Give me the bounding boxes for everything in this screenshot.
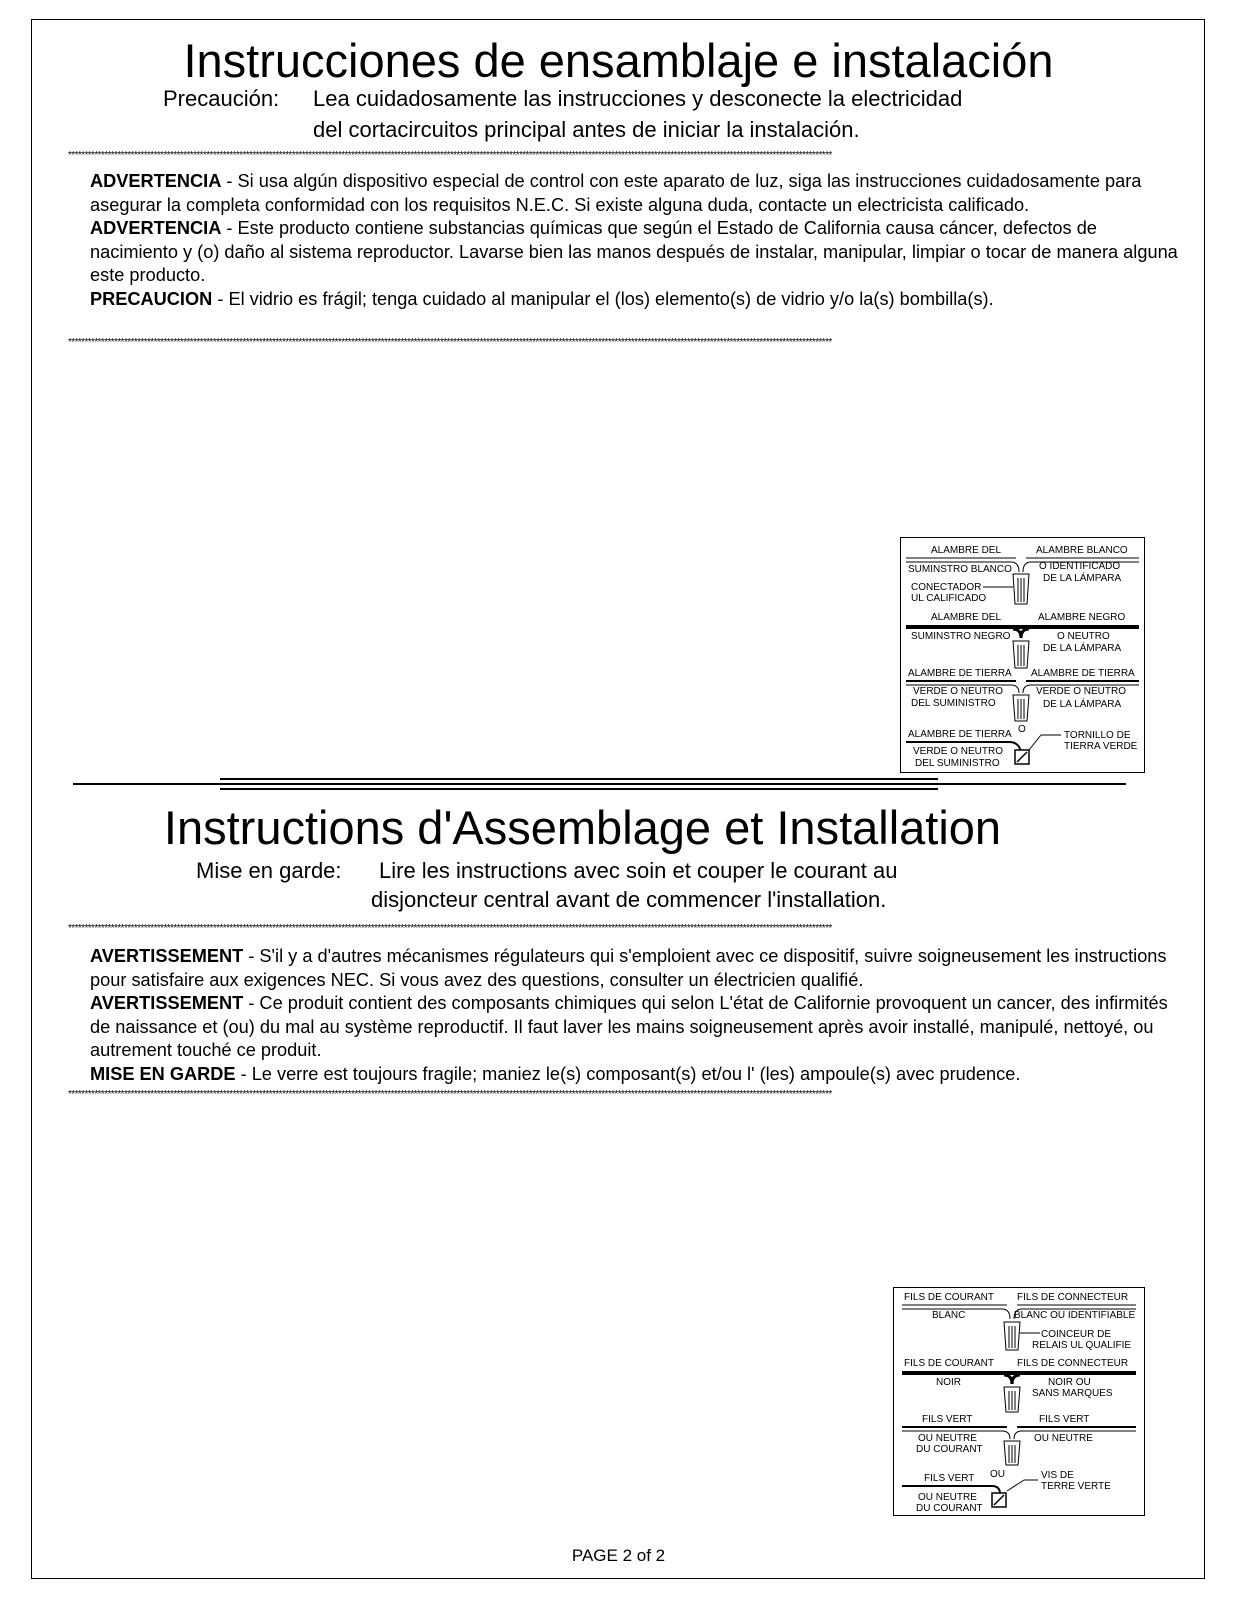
diagram-label: DE LA LÁMPARA	[1043, 573, 1122, 584]
diagram-label: ALAMBRE DEL	[931, 545, 1002, 556]
diagram-label: FILS DE CONNECTEUR	[1017, 1292, 1129, 1303]
diagram-label: VERDE O NEUTRO	[913, 746, 1004, 757]
star-divider: ****************************************************************************************************************************************************************************************************************************************	[68, 923, 832, 934]
diagram-label: TORNILLO DE	[1064, 730, 1131, 741]
diagram-label: DU COURANT	[916, 1503, 983, 1514]
diagram-label: TERRE VERTE	[1041, 1481, 1111, 1492]
french-warnings	[90, 945, 1182, 1086]
precaution-label: PRECAUCION	[90, 288, 213, 309]
diagram-or-label: O	[1018, 724, 1026, 735]
diagram-or-label: OU	[990, 1469, 1005, 1480]
warning-text: - Este producto contiene substancias químicas que según el Estado de California causa cáncer, defectos de nacimiento y (o) daño al sistema reproductor. Lavarse bien las manos después de instalar, manipular, limpiar o tocar de manera alguna este producto.	[90, 218, 1178, 285]
french-wiring-diagram	[893, 1287, 1145, 1516]
diagram-label: SANS MARQUES	[1032, 1388, 1113, 1399]
warning-label: ADVERTENCIA	[90, 218, 222, 238]
spanish-caution-line2: del cortacircuitos principal antes de iniciar la instalación.	[313, 117, 860, 142]
spanish-caution-line1: Lea cuidadosamente las instrucciones y desconecte la electricidad	[313, 86, 963, 111]
warning-label: AVERTISSEMENT	[90, 946, 244, 966]
diagram-label: SUMINSTRO BLANCO	[908, 564, 1012, 575]
warning-text: - S'il y a d'autres mécanismes régulateurs qui s'emploient avec ce dispositif, suivre soigneusement les instructions pour satisfaire aux exigences NEC. Si vous avez des questions, consulter un électricien qualifié.	[90, 946, 1167, 990]
diagram-label: DE LA LÁMPARA	[1043, 699, 1122, 710]
diagram-label: ALAMBRE DEL	[931, 612, 1002, 623]
diagram-label: NOIR	[936, 1377, 961, 1388]
diagram-label: RELAIS UL QUALIFIE	[1032, 1340, 1132, 1351]
french-caution-label: Mise en garde:	[196, 858, 342, 883]
spanish-warning-2	[90, 217, 1182, 288]
diagram-label: O IDENTIFICADO	[1039, 561, 1121, 572]
diagram-label: FILS DE COURANT	[904, 1358, 995, 1369]
diagram-label: FILS VERT	[922, 1414, 973, 1425]
diagram-label: VIS DE	[1041, 1470, 1074, 1481]
diagram-label: O NEUTRO	[1057, 631, 1110, 642]
star-divider: ****************************************************************************************************************************************************************************************************************************************	[68, 337, 832, 348]
diagram-label: BLANC	[932, 1310, 966, 1321]
french-precaution	[90, 1063, 1182, 1087]
diagram-label: DEL SUMINISTRO	[911, 698, 996, 709]
diagram-label: OU NEUTRE	[918, 1433, 977, 1444]
precaution-text: - Le verre est toujours fragile; maniez le(s) composant(s) et/ou l' (les) ampoule(s) avec prudence.	[235, 1063, 1021, 1084]
diagram-label: TIERRA VERDE	[1064, 741, 1138, 752]
diagram-label: BLANC OU IDENTIFIABLE	[1014, 1310, 1136, 1321]
diagram-label: VERDE O NEUTRO	[1036, 686, 1127, 697]
warning-text: - Si usa algún dispositivo especial de control con este aparato de luz, siga las instrucciones cuidadosamente para asegurar la completa conformidad con los requisitos N.E.C. Si existe alguna duda, contacte un electricista calificado.	[90, 171, 1142, 215]
diagram-label: SUMINSTRO NEGRO	[911, 631, 1011, 642]
diagram-label: OU NEUTRE	[918, 1492, 977, 1503]
warning-label: ADVERTENCIA	[90, 171, 222, 191]
diagram-label: CONECTADOR	[911, 582, 982, 593]
spanish-warning-1	[90, 170, 1182, 217]
diagram-label: ALAMBRE NEGRO	[1038, 612, 1126, 623]
spanish-title: Instrucciones de ensamblaje e instalación	[183, 34, 1054, 87]
page-number: PAGE 2 of 2	[571, 1546, 666, 1565]
spanish-warnings	[90, 170, 1182, 311]
french-caution-line2: disjoncteur central avant de commencer l'installation.	[371, 887, 887, 912]
diagram-label: DU COURANT	[916, 1444, 983, 1455]
spanish-precaution	[90, 288, 1182, 312]
diagram-label: FILS VERT	[924, 1473, 975, 1484]
french-caution-line1: Lire les instructions avec soin et couper le courant au	[379, 858, 898, 883]
diagram-label: FILS VERT	[1039, 1414, 1090, 1425]
section-divider	[220, 778, 938, 780]
french-warning-1	[90, 945, 1182, 992]
diagram-label: DEL SUMINISTRO	[915, 758, 1000, 769]
diagram-label: ALAMBRE DE TIERRA	[908, 668, 1012, 679]
french-title: Instructions d'Assemblage et Installation	[163, 801, 1002, 854]
diagram-label: FILS DE COURANT	[904, 1292, 995, 1303]
warning-label: AVERTISSEMENT	[90, 993, 244, 1013]
diagram-label: COINCEUR DE	[1041, 1329, 1112, 1340]
diagram-label: VERDE O NEUTRO	[913, 686, 1004, 697]
diagram-label: NOIR OU	[1048, 1377, 1091, 1388]
spanish-caution-label: Precaución:	[163, 86, 280, 111]
precaution-label: MISE EN GARDE	[90, 1063, 236, 1084]
star-divider: ****************************************************************************************************************************************************************************************************************************************	[68, 1089, 832, 1100]
diagram-label: ALAMBRE DE TIERRA	[908, 729, 1012, 740]
section-divider	[220, 788, 938, 790]
section-divider	[73, 783, 1126, 785]
diagram-label: OU NEUTRE	[1034, 1433, 1093, 1444]
warning-text: - Ce produit contient des composants chimiques qui selon L'état de Californie provoquent un cancer, des infirmités de naissance et (ou) du mal au système reproductif. Il faut laver les mains soigneusement après avoir installé, manipulé, nettoyé, ou autrement touché ce produit.	[90, 993, 1168, 1060]
diagram-label: ALAMBRE BLANCO	[1036, 545, 1128, 556]
spanish-wiring-diagram	[900, 537, 1145, 773]
diagram-label: UL CALIFICADO	[911, 593, 987, 604]
diagram-label: ALAMBRE DE TIERRA	[1031, 668, 1135, 679]
french-warning-2	[90, 992, 1182, 1063]
precaution-text: - El vidrio es frágil; tenga cuidado al manipular el (los) elemento(s) de vidrio y/o la(s) bombilla(s).	[212, 288, 994, 309]
diagram-label: DE LA LÁMPARA	[1043, 643, 1122, 654]
diagram-label: FILS DE CONNECTEUR	[1017, 1358, 1129, 1369]
star-divider: ****************************************************************************************************************************************************************************************************************************************	[68, 150, 832, 161]
